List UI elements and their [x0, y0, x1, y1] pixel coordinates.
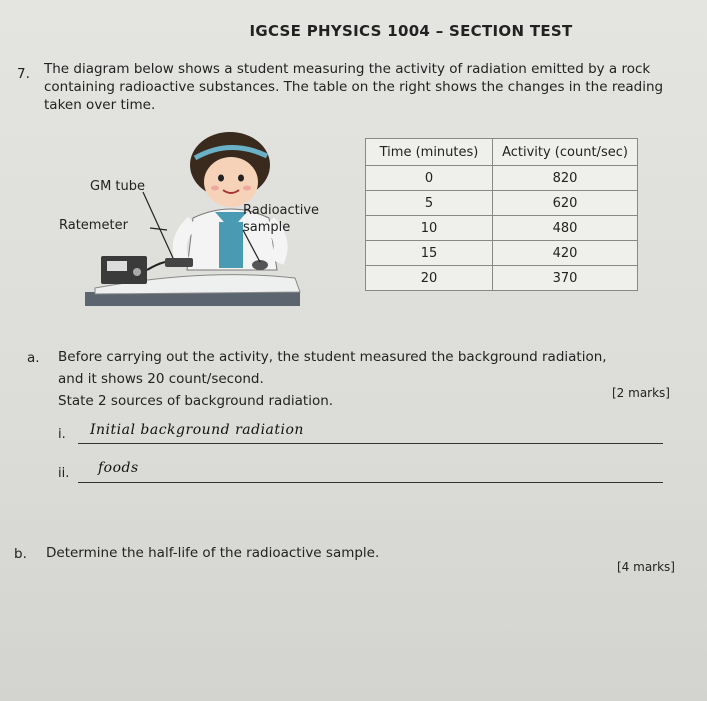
table-cell: 370 [493, 266, 638, 291]
part-a-line-1: Before carrying out the activity, the student measured the background radiation, [58, 349, 607, 365]
table-row [366, 216, 638, 241]
sample-label: sample [243, 220, 291, 235]
table-header-time: Time (minutes) [366, 139, 493, 166]
answer-line-i [78, 442, 663, 444]
question-number: 7. [17, 66, 30, 82]
table-row [366, 241, 638, 266]
part-a-line-3: State 2 sources of background radiation. [58, 393, 334, 409]
part-a-marks: [2 marks] [612, 386, 670, 400]
table-header-row [366, 139, 638, 166]
table-row [366, 266, 638, 291]
answer-i-text[interactable]: Initial background radiation [90, 422, 304, 438]
answer-ii-text[interactable]: foods [98, 460, 139, 476]
table-cell: 20 [366, 266, 493, 291]
table-cell: 15 [366, 241, 493, 266]
part-a-label: a. [27, 350, 40, 366]
table-cell: 820 [493, 166, 638, 191]
part-b-label: b. [14, 546, 27, 562]
ratemeter-label: Ratemeter [59, 218, 128, 233]
answer-line-ii [78, 481, 663, 483]
experiment-diagram [55, 130, 360, 310]
table-row [366, 191, 638, 216]
part-b-marks: [4 marks] [617, 560, 675, 574]
gm-tube-label: GM tube [90, 179, 146, 194]
table-cell: 420 [493, 241, 638, 266]
part-a-line-2: and it shows 20 count/second. [58, 371, 264, 387]
part-a-question [58, 346, 678, 412]
answer-label-i: i. [58, 427, 66, 442]
table-cell: 5 [366, 191, 493, 216]
table-cell: 0 [366, 166, 493, 191]
answer-label-ii: ii. [58, 466, 70, 481]
question-text: The diagram below shows a student measuring the activity of radiation emitted by a rock containing radioactive substances. The table on the right shows the changes in the reading taken over time. [44, 61, 664, 113]
part-b-question: Determine the half-life of the radioactive sample. [46, 545, 380, 561]
radioactive-label: Radioactive [243, 203, 320, 218]
table-cell: 480 [493, 216, 638, 241]
table-cell: 620 [493, 191, 638, 216]
table-row [366, 166, 638, 191]
activity-table [365, 138, 638, 291]
table-cell: 10 [366, 216, 493, 241]
page-title: IGCSE PHYSICS 1004 – SECTION TEST [249, 22, 573, 40]
table-header-activity: Activity (count/sec) [493, 139, 638, 166]
